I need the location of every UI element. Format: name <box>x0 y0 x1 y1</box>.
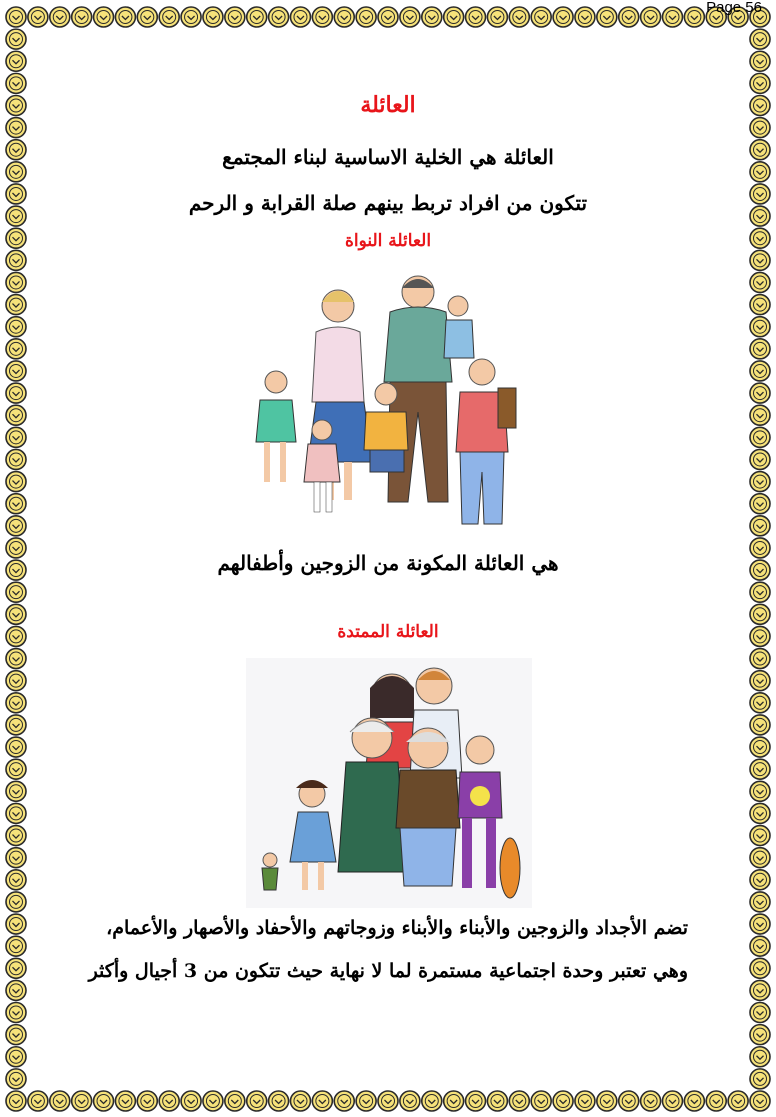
extended-family-paragraph-line-1: تضم الأجداد والزوجين والأبناء والأبناء وزوجاتهم والأحفاد والأصهار والأعمام، <box>106 917 688 939</box>
extended-family-illustration <box>246 658 532 908</box>
nuclear-family-illustration <box>246 272 528 544</box>
page-number: Page 56 <box>706 0 762 16</box>
extended-family-heading: العائلة الممتدة <box>337 622 439 642</box>
page-title: العائلة <box>360 92 416 118</box>
intro-line-2: تتكون من افراد تربط بينهم صلة القرابة و الرحم <box>188 191 588 215</box>
intro-line-1: العائلة هي الخلية الاساسية لبناء المجتمع <box>222 145 554 169</box>
nuclear-family-heading: العائلة النواة <box>344 231 432 251</box>
extended-family-paragraph-line-2: وهي تعتبر وحدة اجتماعية مستمرة لما لا نهاية حيث تتكون من 3 أجيال وأكثر <box>88 960 688 982</box>
nuclear-family-caption: هي العائلة المكونة من الزوجين وأطفالهم <box>217 551 559 575</box>
